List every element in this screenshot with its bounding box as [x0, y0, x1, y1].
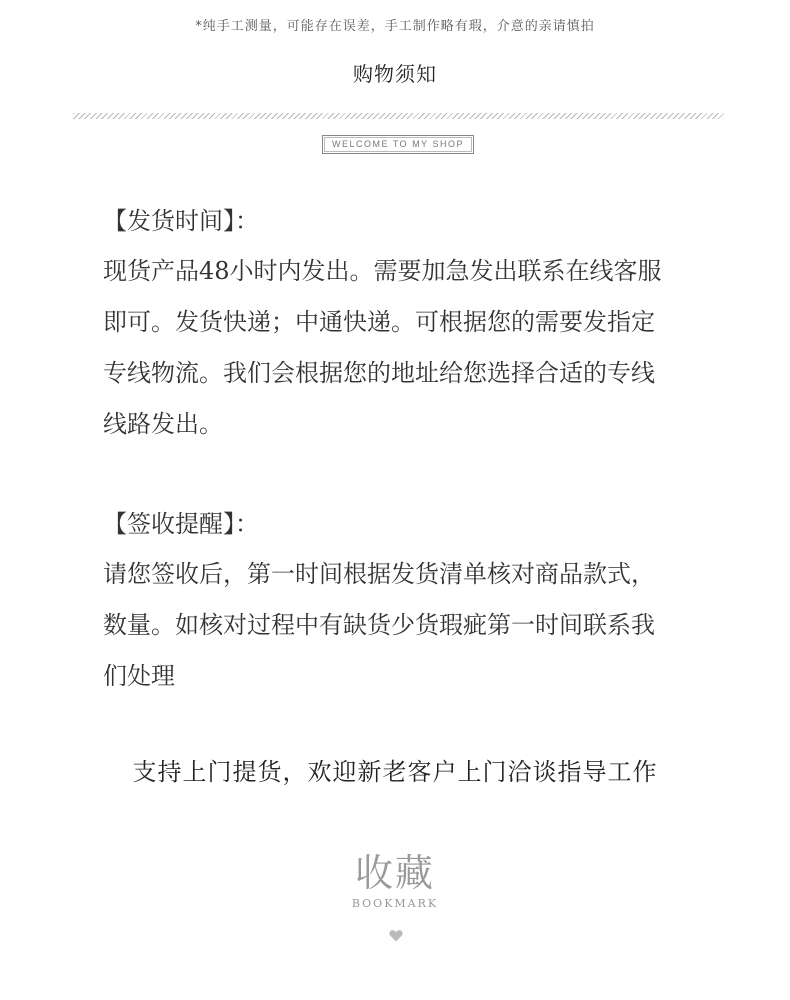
delivery-section	[103, 196, 723, 450]
delivery-body	[103, 246, 723, 450]
zigzag-divider	[73, 113, 724, 119]
receipt-line: 请您签收后，第一时间根据发货清单核对商品款式，	[103, 560, 655, 588]
receipt-body	[103, 549, 723, 702]
heart-icon[interactable]	[389, 929, 403, 942]
pickup-notice: 支持上门提货，欢迎新老客户上门洽谈指导工作	[132, 758, 658, 786]
delivery-heading: 【发货时间】：	[103, 207, 259, 235]
receipt-line: 数量。如核对过程中有缺货少货瑕疵第一时间联系我	[103, 611, 655, 639]
delivery-line: 现货产品48小时内发出。需要加急发出联系在线客服	[103, 257, 662, 285]
bookmark-subtitle[interactable]: BOOKMARK	[351, 897, 439, 910]
page-title: 购物须知	[353, 62, 437, 86]
shop-badge-label: WELCOME TO MY SHOP	[324, 137, 472, 152]
bookmark-title[interactable]: 收藏	[354, 851, 435, 895]
receipt-line: 们处理	[103, 662, 175, 690]
shop-badge	[322, 135, 474, 154]
receipt-section	[103, 499, 723, 702]
delivery-line: 专线物流。我们会根据您的地址给您选择合适的专线	[103, 359, 655, 387]
delivery-line: 即可。发货快递；中通快递。可根据您的需要发指定	[103, 308, 655, 336]
receipt-heading: 【签收提醒】：	[103, 510, 259, 538]
top-note: *纯手工测量，可能存在误差，手工制作略有瑕，介意的亲请慎拍	[195, 19, 595, 34]
delivery-line: 线路发出。	[103, 410, 223, 438]
